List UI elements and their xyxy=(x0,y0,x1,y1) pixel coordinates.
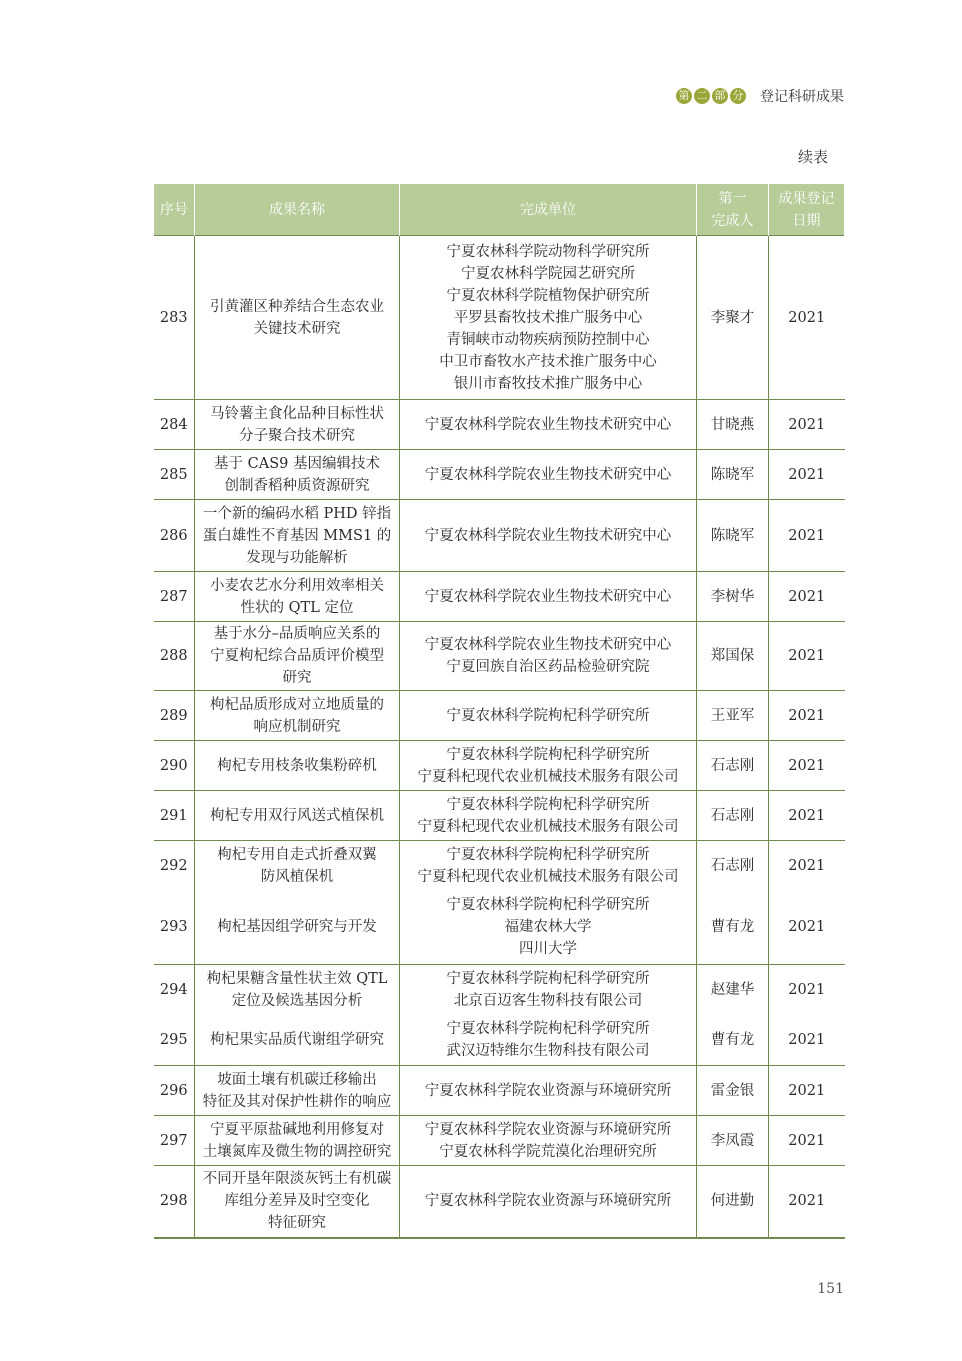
cell-units xyxy=(400,791,697,841)
table-row xyxy=(154,891,845,965)
table-row xyxy=(154,791,845,841)
cell-name-line: 库组分差异及时空变化 xyxy=(224,1193,370,1210)
cell-no: 286 xyxy=(154,500,195,572)
table-row xyxy=(154,450,845,500)
cell-units xyxy=(400,1116,697,1166)
cell-units-line: 宁夏农林科学院枸杞科学研究所 xyxy=(446,796,650,813)
cell-person: 王亚军 xyxy=(697,691,769,741)
cell-units-line: 宁夏科杞现代农业机械技术服务有限公司 xyxy=(417,818,679,835)
cell-name-line: 小麦农艺水分利用效率相关 xyxy=(210,577,384,594)
cell-year: 2021 xyxy=(769,891,845,965)
cell-name xyxy=(195,891,400,965)
cell-person: 陈晓军 xyxy=(697,450,769,500)
cell-no: 297 xyxy=(154,1116,195,1166)
cell-units-line: 宁夏农林科学院农业资源与环境研究所 xyxy=(424,1082,672,1099)
cell-units-line: 宁夏农林科学院农业生物技术研究中心 xyxy=(424,466,672,483)
cell-name-line: 创制香稻种质资源研究 xyxy=(224,477,370,494)
results-table xyxy=(153,184,845,1239)
cell-no: 292 xyxy=(154,841,195,891)
header-label-line: 成果登记 xyxy=(778,190,835,207)
cell-units-line: 宁夏科杞现代农业机械技术服务有限公司 xyxy=(417,868,679,885)
table-row xyxy=(154,1166,845,1238)
cell-person: 何进勤 xyxy=(697,1166,769,1238)
cell-name-line: 枸杞基因组学研究与开发 xyxy=(217,919,377,936)
cell-name-line: 马铃薯主食化品种目标性状 xyxy=(210,405,384,422)
cell-name xyxy=(195,841,400,891)
cell-year: 2021 xyxy=(769,741,845,791)
page-header xyxy=(676,86,844,106)
cell-no: 284 xyxy=(154,400,195,450)
cell-name-line: 宁夏枸杞综合品质评价模型 xyxy=(210,648,384,664)
table-row xyxy=(154,236,845,400)
cell-person: 曹有龙 xyxy=(697,1015,769,1066)
cell-units-line: 宁夏农林科学院枸杞科学研究所 xyxy=(446,970,650,987)
table-row xyxy=(154,500,845,572)
table-header-row xyxy=(154,184,845,236)
cell-name-line: 基于 CAS9 基因编辑技术 xyxy=(214,455,380,472)
part-badge-char: 第 xyxy=(676,88,692,104)
cell-name xyxy=(195,1015,400,1066)
cell-name-line: 定位及候选基因分析 xyxy=(231,992,363,1009)
cell-units-line: 银川市畜牧技术推广服务中心 xyxy=(453,375,643,392)
cell-units-line: 宁夏农林科学院农业生物技术研究中心 xyxy=(424,588,672,605)
cell-units-line: 宁夏农林科学院农业资源与环境研究所 xyxy=(424,1121,672,1138)
cell-units-line: 宁夏农林科学院枸杞科学研究所 xyxy=(446,707,650,724)
cell-name xyxy=(195,572,400,622)
cell-year: 2021 xyxy=(769,791,845,841)
cell-units-line: 宁夏农林科学院荒漠化治理研究所 xyxy=(439,1143,657,1160)
header-label-line: 成果名称 xyxy=(269,201,325,218)
cell-year: 2021 xyxy=(769,450,845,500)
cell-name-line: 特征研究 xyxy=(268,1215,326,1232)
cell-year: 2021 xyxy=(769,1015,845,1066)
cell-name-line: 枸杞品质形成对立地质量的 xyxy=(210,696,384,713)
header-no xyxy=(154,184,195,236)
table-row xyxy=(154,1066,845,1116)
cell-units xyxy=(400,400,697,450)
table-row xyxy=(154,1015,845,1066)
cell-name xyxy=(195,450,400,500)
cell-year: 2021 xyxy=(769,691,845,741)
header-label-line: 完成人 xyxy=(711,212,754,229)
cell-no: 290 xyxy=(154,741,195,791)
continued-label: 续表 xyxy=(797,148,828,166)
cell-units xyxy=(400,1166,697,1238)
cell-year: 2021 xyxy=(769,400,845,450)
cell-units xyxy=(400,450,697,500)
cell-units-line: 宁夏农林科学院园艺研究所 xyxy=(461,265,635,282)
part-badge-char: 部 xyxy=(712,88,728,104)
header-person xyxy=(697,184,769,236)
table-row xyxy=(154,572,845,622)
cell-units-line: 四川大学 xyxy=(519,941,577,958)
cell-name-line: 蛋白雄性不育基因 MMS1 的 xyxy=(202,527,392,544)
cell-name xyxy=(195,236,400,400)
part-badge xyxy=(676,88,746,104)
cell-name xyxy=(195,1166,400,1238)
cell-units xyxy=(400,741,697,791)
cell-units-line: 青铜峡市动物疾病预防控制中心 xyxy=(446,331,650,348)
header-units xyxy=(400,184,697,236)
cell-person: 李凤霞 xyxy=(697,1116,769,1166)
cell-person: 陈晓军 xyxy=(697,500,769,572)
cell-name-line: 性状的 QTL 定位 xyxy=(240,599,354,616)
cell-year: 2021 xyxy=(769,236,845,400)
cell-no: 294 xyxy=(154,965,195,1015)
cell-name xyxy=(195,1066,400,1116)
cell-name-line: 一个新的编码水稻 PHD 锌指 xyxy=(202,505,392,522)
cell-units-line: 宁夏科杞现代农业机械技术服务有限公司 xyxy=(417,768,679,785)
cell-name-line: 关键技术研究 xyxy=(253,320,341,337)
cell-units-line: 宁夏农林科学院农业生物技术研究中心 xyxy=(424,416,672,433)
cell-name-line: 防风植保机 xyxy=(260,868,334,885)
cell-no: 298 xyxy=(154,1166,195,1238)
cell-person: 李树华 xyxy=(697,572,769,622)
table-row xyxy=(154,400,845,450)
cell-name xyxy=(195,791,400,841)
cell-units-line: 福建农林大学 xyxy=(504,919,592,936)
cell-person: 雷金银 xyxy=(697,1066,769,1116)
cell-units-line: 宁夏农林科学院农业生物技术研究中心 xyxy=(424,527,672,544)
cell-person: 石志刚 xyxy=(697,791,769,841)
cell-units-line: 宁夏农林科学院枸杞科学研究所 xyxy=(446,746,650,763)
cell-year: 2021 xyxy=(769,841,845,891)
cell-person: 石志刚 xyxy=(697,741,769,791)
cell-no: 287 xyxy=(154,572,195,622)
header-label-line: 日期 xyxy=(792,212,821,229)
cell-units-line: 宁夏农林科学院植物保护研究所 xyxy=(446,287,650,304)
cell-person: 郑国保 xyxy=(697,622,769,691)
cell-name xyxy=(195,500,400,572)
cell-name-line: 响应机制研究 xyxy=(253,718,341,735)
cell-units-line: 中卫市畜牧水产技术推广服务中心 xyxy=(439,353,657,370)
cell-units xyxy=(400,691,697,741)
cell-units-line: 北京百迈客生物科技有限公司 xyxy=(453,992,643,1009)
cell-person: 石志刚 xyxy=(697,841,769,891)
cell-name xyxy=(195,622,400,691)
table-body xyxy=(154,236,845,1238)
cell-units xyxy=(400,500,697,572)
header-name xyxy=(195,184,400,236)
cell-person: 赵建华 xyxy=(697,965,769,1015)
header-label-line: 完成单位 xyxy=(520,201,576,218)
cell-units-line: 宁夏农林科学院农业资源与环境研究所 xyxy=(424,1193,672,1210)
header-label-line: 序号 xyxy=(160,201,188,218)
cell-year: 2021 xyxy=(769,1166,845,1238)
cell-no: 288 xyxy=(154,622,195,691)
cell-units-line: 宁夏农林科学院枸杞科学研究所 xyxy=(446,846,650,863)
cell-units xyxy=(400,572,697,622)
cell-year: 2021 xyxy=(769,965,845,1015)
cell-name xyxy=(195,691,400,741)
cell-no: 283 xyxy=(154,236,195,400)
cell-name-line: 土壤氮库及微生物的调控研究 xyxy=(202,1143,392,1160)
cell-name-line: 枸杞果实品质代谢组学研究 xyxy=(210,1031,384,1048)
header-label-line: 第一 xyxy=(718,190,747,207)
cell-name-line: 宁夏平原盐碱地利用修复对 xyxy=(210,1121,384,1138)
cell-name-line: 坡面土壤有机碳迁移输出 xyxy=(217,1071,377,1088)
cell-name xyxy=(195,741,400,791)
cell-name-line: 基于水分–品质响应关系的 xyxy=(213,626,381,642)
cell-name-line: 研究 xyxy=(282,670,312,686)
table-row xyxy=(154,622,845,691)
part-badge-char: 分 xyxy=(730,88,746,104)
cell-units xyxy=(400,891,697,965)
cell-no: 293 xyxy=(154,891,195,965)
cell-year: 2021 xyxy=(769,500,845,572)
cell-units xyxy=(400,622,697,691)
cell-name-line: 枸杞果糖含量性状主效 QTL xyxy=(206,970,388,987)
cell-person: 李聚才 xyxy=(697,236,769,400)
section-title: 登记科研成果 xyxy=(760,89,844,105)
cell-no: 295 xyxy=(154,1015,195,1066)
table-row xyxy=(154,741,845,791)
cell-units-line: 宁夏农林科学院动物科学研究所 xyxy=(446,243,650,260)
cell-units-line: 宁夏回族自治区药品检验研究院 xyxy=(446,659,650,675)
cell-units-line: 宁夏农林科学院农业生物技术研究中心 xyxy=(424,637,672,653)
cell-year: 2021 xyxy=(769,572,845,622)
cell-name-line: 特征及其对保护性耕作的响应 xyxy=(202,1093,392,1110)
cell-units xyxy=(400,841,697,891)
cell-year: 2021 xyxy=(769,1066,845,1116)
cell-units xyxy=(400,1015,697,1066)
cell-units xyxy=(400,236,697,400)
cell-name-line: 分子聚合技术研究 xyxy=(239,427,355,444)
cell-name-line: 引黄灌区种养结合生态农业 xyxy=(210,298,384,315)
cell-no: 289 xyxy=(154,691,195,741)
table-row xyxy=(154,965,845,1015)
page-number: 151 xyxy=(817,1281,844,1297)
cell-person: 曹有龙 xyxy=(697,891,769,965)
cell-person: 甘晓燕 xyxy=(697,400,769,450)
cell-year: 2021 xyxy=(769,1116,845,1166)
cell-name-line: 发现与功能解析 xyxy=(246,549,348,566)
table-row xyxy=(154,691,845,741)
cell-no: 291 xyxy=(154,791,195,841)
part-badge-char: 二 xyxy=(694,88,710,104)
cell-units xyxy=(400,1066,697,1116)
cell-name xyxy=(195,1116,400,1166)
cell-name xyxy=(195,400,400,450)
cell-units-line: 平罗县畜牧技术推广服务中心 xyxy=(453,309,643,326)
header-date xyxy=(769,184,845,236)
cell-year: 2021 xyxy=(769,622,845,691)
cell-units-line: 宁夏农林科学院枸杞科学研究所 xyxy=(446,897,650,914)
cell-name-line: 不同开垦年限淡灰钙土有机碳 xyxy=(202,1171,392,1188)
cell-name-line: 枸杞专用自走式折叠双翼 xyxy=(217,846,377,863)
cell-no: 285 xyxy=(154,450,195,500)
cell-units-line: 武汉迈特维尔生物科技有限公司 xyxy=(446,1042,650,1059)
table-row xyxy=(154,1116,845,1166)
cell-name xyxy=(195,965,400,1015)
cell-name-line: 枸杞专用双行风送式植保机 xyxy=(210,807,384,824)
cell-units xyxy=(400,965,697,1015)
cell-units-line: 宁夏农林科学院枸杞科学研究所 xyxy=(446,1020,650,1037)
cell-name-line: 枸杞专用枝条收集粉碎机 xyxy=(217,757,377,774)
table-row xyxy=(154,841,845,891)
cell-no: 296 xyxy=(154,1066,195,1116)
